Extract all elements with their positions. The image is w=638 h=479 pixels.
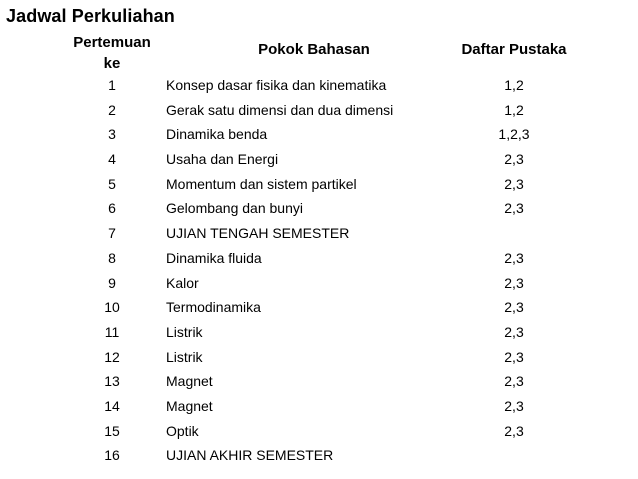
topic: Dinamika fluida bbox=[166, 249, 262, 266]
meeting-number: 16 bbox=[104, 447, 120, 464]
meeting-number: 3 bbox=[108, 126, 116, 143]
reference: 2,3 bbox=[504, 397, 524, 414]
table-row bbox=[0, 98, 638, 123]
meeting-number: 2 bbox=[108, 101, 116, 118]
meeting-number: 14 bbox=[104, 397, 120, 414]
meeting-number: 9 bbox=[108, 274, 116, 291]
meeting-number: 8 bbox=[108, 249, 116, 266]
table-row bbox=[0, 221, 638, 246]
topic: Magnet bbox=[166, 397, 213, 414]
table-row bbox=[0, 320, 638, 345]
table-row bbox=[0, 172, 638, 197]
schedule-table bbox=[0, 73, 638, 468]
reference: 1,2,3 bbox=[498, 126, 530, 143]
meeting-number: 7 bbox=[108, 225, 116, 242]
column-header-daftar-pustaka: Daftar Pustaka bbox=[461, 41, 567, 58]
reference: 1,2 bbox=[504, 77, 524, 93]
topic: Konsep dasar fisika dan kinematika bbox=[166, 77, 387, 93]
meeting-number: 13 bbox=[104, 373, 120, 390]
table-row bbox=[0, 295, 638, 320]
table-row bbox=[0, 345, 638, 370]
table-row bbox=[0, 73, 638, 98]
column-header-pokok-bahasan: Pokok Bahasan bbox=[258, 41, 370, 58]
reference: 2,3 bbox=[504, 422, 524, 439]
reference: 2,3 bbox=[504, 348, 524, 365]
topic: UJIAN AKHIR SEMESTER bbox=[166, 447, 334, 464]
meeting-number: 1 bbox=[108, 77, 116, 93]
topic: Kalor bbox=[166, 274, 199, 291]
table-row bbox=[0, 147, 638, 172]
meeting-number: 10 bbox=[104, 299, 120, 316]
meeting-number: 15 bbox=[104, 422, 120, 439]
topic: Optik bbox=[166, 422, 199, 439]
topic: Gerak satu dimensi dan dua dimensi bbox=[166, 101, 394, 118]
table-row bbox=[0, 196, 638, 221]
topic: Termodinamika bbox=[166, 299, 261, 316]
topic: Listrik bbox=[166, 348, 203, 365]
topic: UJIAN TENGAH SEMESTER bbox=[166, 225, 350, 242]
reference: 2,3 bbox=[504, 323, 524, 340]
table-row bbox=[0, 271, 638, 296]
table-row bbox=[0, 369, 638, 394]
topic: Dinamika benda bbox=[166, 126, 268, 143]
meeting-number: 4 bbox=[108, 151, 116, 168]
table-row bbox=[0, 419, 638, 444]
reference: 2,3 bbox=[504, 151, 524, 168]
topic: Usaha dan Energi bbox=[166, 151, 279, 168]
meeting-number: 5 bbox=[108, 175, 116, 192]
column-header-pertemuan-line2: ke bbox=[103, 55, 121, 72]
reference: 2,3 bbox=[504, 249, 524, 266]
reference: 1,2 bbox=[504, 101, 524, 118]
reference: 2,3 bbox=[504, 373, 524, 390]
reference: 2,3 bbox=[504, 200, 524, 217]
table-row bbox=[0, 394, 638, 419]
meeting-number: 6 bbox=[108, 200, 116, 217]
page-title: Jadwal Perkuliahan bbox=[6, 6, 175, 26]
topic: Gelombang dan bunyi bbox=[166, 200, 303, 217]
table-row bbox=[0, 246, 638, 271]
table-row bbox=[0, 443, 638, 468]
column-header-pertemuan-line1: Pertemuan bbox=[73, 34, 151, 51]
topic: Magnet bbox=[166, 373, 213, 390]
meeting-number: 12 bbox=[104, 348, 120, 365]
reference: 2,3 bbox=[504, 175, 524, 192]
meeting-number: 11 bbox=[104, 323, 120, 340]
topic: Momentum dan sistem partikel bbox=[166, 175, 357, 192]
column-header-pertemuan bbox=[60, 32, 164, 74]
topic: Listrik bbox=[166, 323, 203, 340]
table-row bbox=[0, 122, 638, 147]
reference: 2,3 bbox=[504, 299, 524, 316]
reference: 2,3 bbox=[504, 274, 524, 291]
